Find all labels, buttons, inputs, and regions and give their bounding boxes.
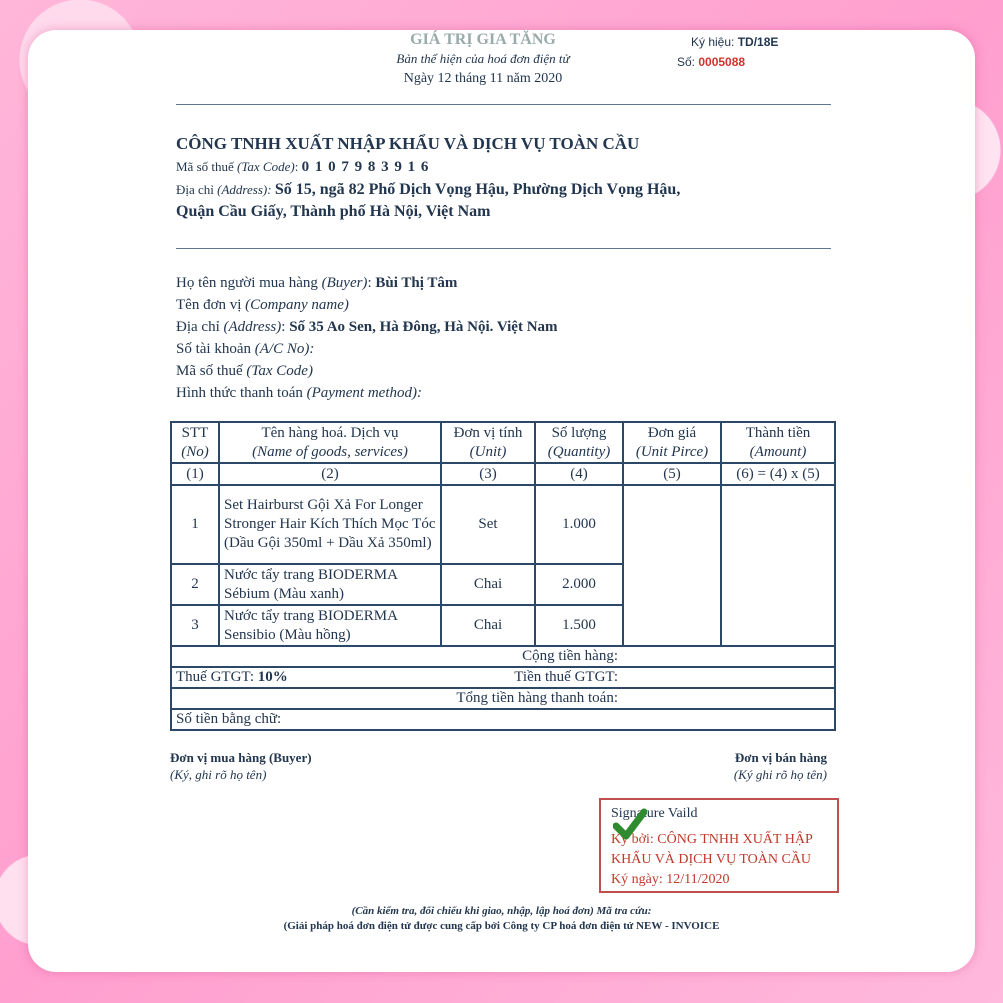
stamp-title: Signature Vaild [611,806,698,821]
stamp-date: Ký ngày: 12/11/2020 [611,872,730,887]
label-en: (Address): [217,182,272,197]
buyer-signature-label: Đơn vị mua hàng (Buyer) [170,750,312,765]
seller-signature-note: (Ký ghi rõ họ tên) [733,767,827,782]
table-header [171,422,835,463]
label: Địa chỉ [176,319,220,335]
col-header [535,422,623,463]
buyer-signature-note: (Ký, ghi rõ họ tên) [170,767,267,782]
buyer-account-row [176,338,558,360]
buyer-tax-row [176,360,558,382]
number-value: 0005088 [698,55,746,69]
label-en: (Company name) [245,297,349,313]
header-en: (Amount) [749,443,807,460]
payment-method-row [176,382,558,404]
header-vi: Số lượng [551,424,607,441]
label-en: (A/C No): [254,341,315,357]
unit-price-cell [623,485,721,646]
row-qty: 2.000 [535,564,623,605]
buyer-info [176,272,558,404]
buyer-address: Số 35 Ao Sen, Hà Đông, Hà Nội. Việt Nam [289,319,558,335]
label-en: (Buyer) [321,275,368,291]
label: Họ tên người mua hàng [176,275,318,291]
seller-address [176,179,680,201]
label-en: (Address) [223,319,282,335]
label-en: (Tax Code) [237,159,295,174]
divider [176,248,831,249]
buyer-name-row: Họ tên người mua hàng (Buyer): Bùi Thị Tâm [176,275,458,291]
invoice-date: Ngày 12 tháng 11 năm 2020 [403,71,563,86]
label: Tên đơn vị [176,297,242,313]
address-line-1: Số 15, ngã 82 Phố Dịch Vọng Hậu, Phường Dịch Vọng Hậu, [274,181,681,198]
seller-signature-label: Đơn vị bán hàng [734,750,827,765]
total-label: Tổng tiền hàng thanh toán: [171,688,835,709]
subtotal-label: Cộng tiền hàng: [171,646,835,667]
divider [176,104,831,105]
label-en: (Payment method): [306,385,422,401]
digital-signature-stamp [599,798,839,893]
check-icon [613,808,647,842]
footer-line-1: (Cần kiểm tra, đối chiếu khi giao, nhập, lập hoá đơn) Mã tra cứu: [351,905,652,917]
index-cell: (3) [441,463,535,485]
index-cell: (4) [535,463,623,485]
index-row [171,463,835,485]
buyer-address-row: Địa chỉ (Address): Số 35 Ao Sen, Hà Đông, Hà Nội. Việt Nam [176,319,558,335]
seller-signature [734,749,827,783]
footer-line-2: (Giải pháp hoá đơn điện tử được cung cấp bởi Công ty CP hoá đơn điện tử NEW - INVOICE [283,920,720,932]
invoice-title: GIÁ TRỊ GIA TĂNG [410,31,556,48]
buyer-signature [170,749,312,783]
buyer-company-row [176,294,558,316]
invoice-symbol [691,35,778,49]
header-en: (No) [181,443,209,460]
table-row [171,485,835,564]
seller-name: CÔNG TNHH XUẤT NHẬP KHẨU VÀ DỊCH VỤ TOÀN CẦU [176,134,640,153]
header-en: (Quantity) [547,443,611,460]
label: Hình thức thanh toán [176,385,303,401]
header-vi: STT [181,424,209,441]
amount-in-words-label: Số tiền bằng chữ: [171,709,835,730]
symbol-value: TD/18E [737,35,779,49]
header-vi: Đơn vị tính [453,424,523,441]
label-en: (Tax Code) [246,363,313,379]
vat-rate: 10% [257,669,288,685]
header-en: (Unit Pirce) [635,443,709,460]
vat-label: Thuế GTGT: [176,669,254,685]
invoice-document [28,30,975,972]
row-no: 3 [171,605,219,646]
header-vi: Thành tiền [745,424,811,441]
row-unit: Set [441,485,535,564]
header-en: (Name of goods, services) [252,443,408,460]
row-no: 1 [171,485,219,564]
index-cell: (1) [171,463,219,485]
label: Số tài khoản [176,341,251,357]
total-row [171,688,835,709]
header-vi: Tên hàng hoá. Dịch vụ [261,424,399,441]
row-no: 2 [171,564,219,605]
vat-amount-label: Tiền thuế GTGT: [514,669,618,685]
row-name: Nước tẩy trang BIODERMA Sébium (Màu xanh) [219,564,441,605]
header-en: (Unit) [469,443,507,460]
label: Địa chỉ [176,182,214,197]
col-header [721,422,835,463]
col-header [623,422,721,463]
row-name: Set Hairburst Gội Xả For Longer Stronger Hair Kích Thích Mọc Tóc (Dầu Gội 350ml + Dầu Xả 350ml) [219,485,441,564]
col-header [171,422,219,463]
label: Mã số thuế [176,159,234,174]
row-qty: 1.500 [535,605,623,646]
row-name: Nước tẩy trang BIODERMA Sensibio (Màu hồng) [219,605,441,646]
number-label: Số: [677,55,696,69]
row-unit: Chai [441,605,535,646]
vat-row [171,667,835,688]
index-cell: (5) [623,463,721,485]
goods-table [170,421,836,731]
subtotal-row [171,646,835,667]
symbol-label: Ký hiệu: [691,35,735,49]
invoice-number [677,55,745,69]
row-qty: 1.000 [535,485,623,564]
row-unit: Chai [441,564,535,605]
col-header [219,422,441,463]
invoice-subtitle: Bản thể hiện của hoá đơn điện tử [396,51,570,66]
seller-tax: Mã số thuế (Tax Code): 0 1 0 7 9 8 3 9 1 6 [176,159,430,175]
stamp-signed-by: Ký bởi: CÔNG TNHH XUẤT HẬP KHẨU VÀ DỊCH VỤ TOÀN CẦU [611,832,813,867]
index-cell: (6) = (4) x (5) [721,463,835,485]
words-row [171,709,835,730]
seller-tax-code: 0 1 0 7 9 8 3 9 1 6 [301,159,430,175]
col-header [441,422,535,463]
footer [28,904,975,934]
header-vi: Đơn giá [647,424,697,441]
seller-address-line-2: Quận Cầu Giấy, Thành phố Hà Nội, Việt Nam [176,203,491,220]
buyer-name: Bùi Thị Tâm [375,275,458,291]
index-cell: (2) [219,463,441,485]
vat-cell [171,667,835,688]
label: Mã số thuế [176,363,243,379]
amount-cell [721,485,835,646]
